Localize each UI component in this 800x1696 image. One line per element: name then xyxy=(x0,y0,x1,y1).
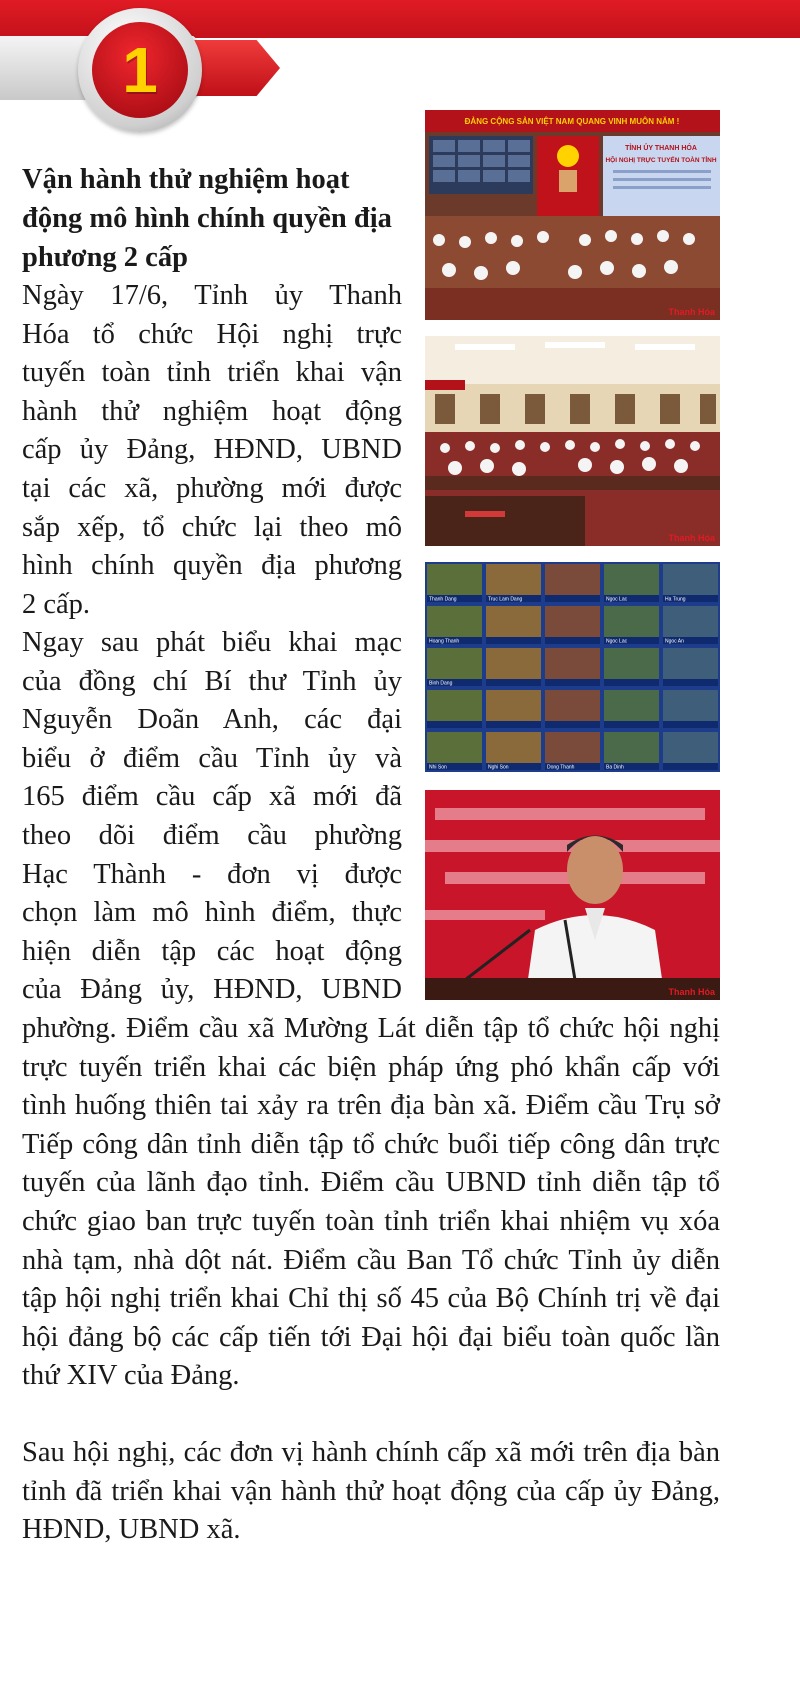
video-tile xyxy=(486,606,541,644)
video-tile xyxy=(427,732,482,771)
speaker-photo xyxy=(425,790,720,1000)
text-line: Ngay sau phát biểu khai mạc xyxy=(22,627,402,658)
video-tile-label: Ha Trung xyxy=(665,596,686,603)
video-tile-label: Binh Dang xyxy=(429,680,453,687)
video-tile-label: Dong Thanh xyxy=(547,764,575,771)
text-line: Hóa tổ chức Hội nghị trực xyxy=(22,318,402,350)
text-line: hiện diễn tập các hoạt động xyxy=(22,935,402,967)
photo-banner: ĐẢNG CỘNG SẢN VIỆT NAM QUANG VINH MUÔN NĂM ! xyxy=(464,117,680,126)
paragraph-3: Sau hội nghị, các đơn vị hành chính cấp xã mới trên địa bàn tỉnh đã triển khai vận hành thử hoạt động của cấp ủy Đảng, HĐND, UBND xã. xyxy=(22,1437,720,1546)
video-tile xyxy=(545,606,600,644)
video-wall-photo xyxy=(425,562,720,772)
text-line: Ngày 17/6, Tỉnh ủy Thanh xyxy=(22,280,402,311)
text-line: sắp xếp, tổ chức lại theo mô xyxy=(22,511,402,543)
video-tile xyxy=(427,648,482,687)
video-tile xyxy=(545,732,600,771)
text-line: của Đảng ủy, HĐND, UBND xyxy=(22,974,402,1006)
video-tile xyxy=(663,606,718,645)
text-line: chọn làm mô hình điểm, thực xyxy=(22,897,402,929)
video-tile xyxy=(486,690,541,728)
video-tile xyxy=(486,564,541,603)
photo-caption: Thanh Hóa xyxy=(668,307,715,317)
video-tile xyxy=(663,690,718,728)
video-tile xyxy=(427,606,482,645)
video-tile xyxy=(604,648,659,686)
video-tile-label: Ngoc Lac xyxy=(606,596,628,603)
paragraph-2-narrow xyxy=(22,624,402,1010)
video-tile-label: Ba Dinh xyxy=(606,764,624,771)
video-tile-label: Thanh Dang xyxy=(429,596,457,603)
paragraph-2-full: phường. Điểm cầu xã Mường Lát diễn tập tổ chức hội nghị trực tuyến triển khai các biện pháp ứng phó khẩn cấp với tình huống thiên tai xảy ra trên địa bàn xã. Điểm cầu Trụ sở Tiếp công dân tỉnh diễn tập tổ chức buổi tiếp công dân trực tuyến của lãnh đạo tỉnh. Điểm cầu UBND tỉnh diễn tập tổ chức giao ban trực tuyến toàn tỉnh triển khai nhiệm vụ xóa nhà tạm, nhà dột nát. Điểm cầu Ban Tổ chức Tỉnh ủy diễn tập hội nghị triển khai Chỉ thị số 45 của Bộ Chính trị về đại hội đảng bộ các cấp tiến tới Đại hội đại biểu toàn quốc lần thứ XIV của Đảng. xyxy=(22,1013,720,1392)
photo-caption: Thanh Hóa xyxy=(668,987,715,997)
video-tile-label: Ngoc Lac xyxy=(606,638,628,645)
badge-number: 1 xyxy=(122,34,158,106)
meeting-room-photo xyxy=(425,336,720,546)
number-badge xyxy=(92,22,188,118)
text-line: của đồng chí Bí thư Tỉnh ủy xyxy=(22,665,402,697)
text-line: Nguyễn Doãn Anh, các đại xyxy=(22,704,402,736)
video-tile xyxy=(604,606,659,645)
text-line: hành thử nghiệm hoạt động xyxy=(22,395,402,427)
video-tile xyxy=(486,732,541,771)
video-tile xyxy=(663,648,718,686)
text-line: biểu ở điểm cầu Tỉnh ủy và xyxy=(22,742,402,774)
video-tile xyxy=(604,564,659,603)
video-tile xyxy=(545,564,600,602)
video-tile-label: Truc Lam Dang xyxy=(488,596,523,603)
video-tile-label: Nhi Son xyxy=(429,764,447,771)
video-tile-label: Hoang Thanh xyxy=(429,638,460,645)
screen-subtitle: HỘI NGHỊ TRỰC TUYẾN TOÀN TỈNH xyxy=(605,157,717,164)
text-line: 165 điểm cầu cấp xã mới đã xyxy=(22,781,402,813)
text-line: 2 cấp. xyxy=(22,588,91,620)
video-tile-label: Ngoc An xyxy=(665,638,684,645)
text-line: cấp ủy Đảng, HĐND, UBND xyxy=(22,434,402,466)
text-line: tại các xã, phường mới được xyxy=(22,472,402,504)
video-tile xyxy=(486,648,541,686)
video-tile xyxy=(604,690,659,728)
video-tile xyxy=(545,690,600,728)
text-line: hình chính quyền địa phương xyxy=(22,550,402,582)
conference-hall-photo xyxy=(425,110,720,320)
video-tile xyxy=(663,732,718,770)
video-tile-label: Nghi Son xyxy=(488,764,509,771)
article-title: Vận hành thử nghiệm hoạt động mô hình chính quyền địa phương 2 cấp xyxy=(22,164,392,273)
photo-caption: Thanh Hóa xyxy=(668,533,715,543)
video-tile xyxy=(663,564,718,603)
video-tile xyxy=(604,732,659,771)
text-line: tuyến toàn tỉnh triển khai vận xyxy=(22,357,402,389)
video-tile xyxy=(545,648,600,686)
paragraph-1 xyxy=(22,277,402,624)
screen-title: TỈNH ỦY THANH HÓA xyxy=(625,145,697,152)
text-line: Hạc Thành - đơn vị được xyxy=(22,858,402,890)
text-line: theo dõi điểm cầu phường xyxy=(22,819,402,851)
video-tile xyxy=(427,690,482,728)
video-tile xyxy=(427,564,482,603)
